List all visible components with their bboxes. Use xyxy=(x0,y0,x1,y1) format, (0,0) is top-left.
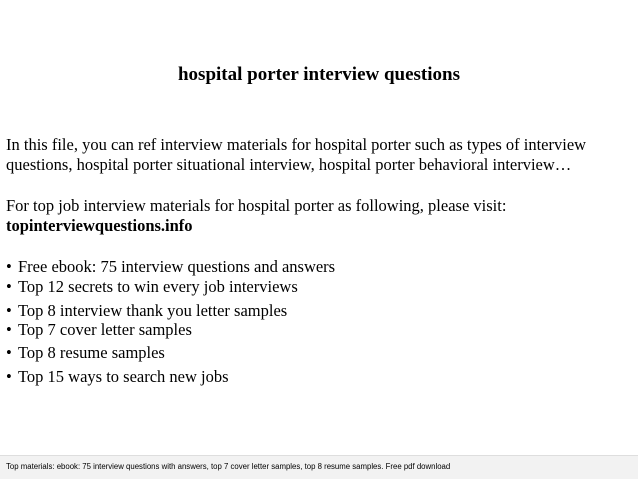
intro-line: questions, hospital porter situational interview, hospital porter behavioral interview… xyxy=(6,155,572,174)
bullet-icon: • xyxy=(6,320,12,339)
intro-paragraph xyxy=(6,135,634,175)
footer-bar xyxy=(0,455,638,479)
list-item xyxy=(6,367,229,387)
list-item-label: Free ebook: 75 interview questions and answers xyxy=(18,257,336,276)
list-item-label: Top 12 secrets to win every job interviews xyxy=(18,277,298,296)
footer-text: Top materials: ebook: 75 interview questions with answers, top 7 cover letter samples, top 8 resume samples. Free pdf download xyxy=(6,462,451,471)
bullet-icon: • xyxy=(6,343,12,362)
bullet-icon: • xyxy=(6,277,12,296)
site-link[interactable]: topinterviewquestions.info xyxy=(6,216,193,235)
list-item-label: Top 7 cover letter samples xyxy=(18,320,192,339)
visit-text: For top job interview materials for hospital porter as following, please visit: xyxy=(6,196,507,215)
list-item xyxy=(6,257,335,277)
list-item-label: Top 8 resume samples xyxy=(18,343,165,362)
list-item xyxy=(6,343,165,363)
bullet-icon: • xyxy=(6,257,12,276)
list-item xyxy=(6,277,298,297)
page-title: hospital porter interview questions xyxy=(177,64,460,85)
visit-paragraph xyxy=(6,196,634,236)
bullet-icon: • xyxy=(6,367,12,386)
list-item xyxy=(6,320,192,340)
bullet-icon: • xyxy=(6,301,12,320)
intro-line: In this file, you can ref interview materials for hospital porter such as types of interview xyxy=(6,135,587,154)
list-item xyxy=(6,301,287,321)
list-item-label: Top 15 ways to search new jobs xyxy=(18,367,229,386)
list-item-label: Top 8 interview thank you letter samples xyxy=(18,301,288,320)
